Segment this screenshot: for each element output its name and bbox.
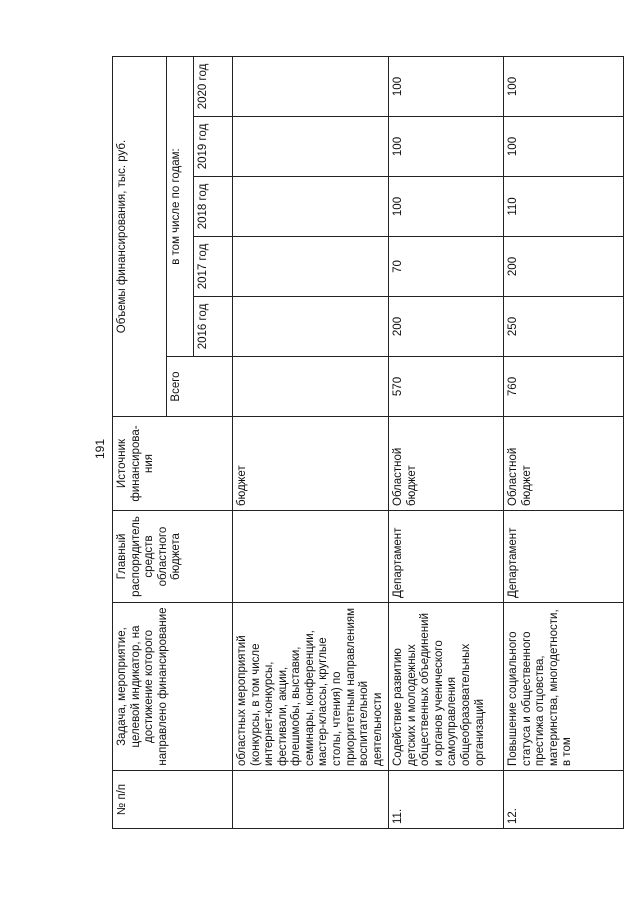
header-task: Задача, мероприятие, целевой индикатор, на достижение которого направлено финансирование: [113, 603, 233, 771]
row-source: бюджет: [233, 417, 389, 511]
row-manager: [233, 511, 389, 603]
row-value-2017: [233, 237, 389, 297]
header-year-2019: 2019 год: [194, 117, 233, 177]
row-total: [233, 357, 389, 417]
header-year-2018: 2018 год: [194, 177, 233, 237]
row-value-2018: 110: [504, 177, 624, 237]
row-value-2020: 100: [389, 56, 504, 116]
row-num: 12.: [504, 771, 624, 829]
row-task: Содействие развитию детских и молодежных общественных объединений и органов ученического самоуправления общеобразовательных организаций: [389, 603, 504, 771]
header-manager: Главный распорядитель средств областного бюджета: [113, 511, 233, 603]
row-value-2019: [233, 117, 389, 177]
row-value-2020: [233, 56, 389, 116]
row-value-2020: 100: [504, 56, 624, 116]
row-manager: Департамент: [389, 511, 504, 603]
table-row: [233, 56, 389, 828]
row-value-2019: 100: [504, 117, 624, 177]
header-num: № п/п: [113, 771, 233, 829]
row-value-2017: 70: [389, 237, 504, 297]
header-year-2017: 2017 год: [194, 237, 233, 297]
row-manager: Департамент: [504, 511, 624, 603]
row-value-2019: 100: [389, 117, 504, 177]
header-source: Источник финансирова-ния: [113, 417, 233, 511]
row-value-2017: 200: [504, 237, 624, 297]
header-year-2016: 2016 год: [194, 297, 233, 357]
row-value-2016: 250: [504, 297, 624, 357]
row-source: Областной бюджет: [504, 417, 624, 511]
row-num: [233, 771, 389, 829]
row-value-2018: [233, 177, 389, 237]
row-source: Областной бюджет: [389, 417, 504, 511]
financing-table: [112, 56, 624, 829]
rotated-table-container: [112, 57, 624, 829]
row-task: Повышение социального статуса и общественного престижа отцовства, материнства, многодетности, в том: [504, 603, 624, 771]
table-row: [504, 56, 624, 828]
row-num: 11.: [389, 771, 504, 829]
header-year-2020: 2020 год: [194, 56, 233, 116]
row-task: областных мероприятий (конкурсы, в том числе интернет-конкурсы, фестивали, акции, флешмобы, выставки, семинары, конференции, мастер-классы, круглые столы, чтения) по приоритетным направлениям воспитательной деятельности: [233, 603, 389, 771]
row-value-2016: 200: [389, 297, 504, 357]
row-value-2016: [233, 297, 389, 357]
header-total: Всего: [167, 357, 233, 417]
header-by-years: в том числе по годам:: [167, 56, 194, 356]
row-value-2018: 100: [389, 177, 504, 237]
page-number: 191: [93, 438, 107, 460]
header-volumes: Объемы финансирования, тыс. руб.: [113, 56, 167, 416]
row-total: 570: [389, 357, 504, 417]
row-total: 760: [504, 357, 624, 417]
table-row: [389, 56, 504, 828]
